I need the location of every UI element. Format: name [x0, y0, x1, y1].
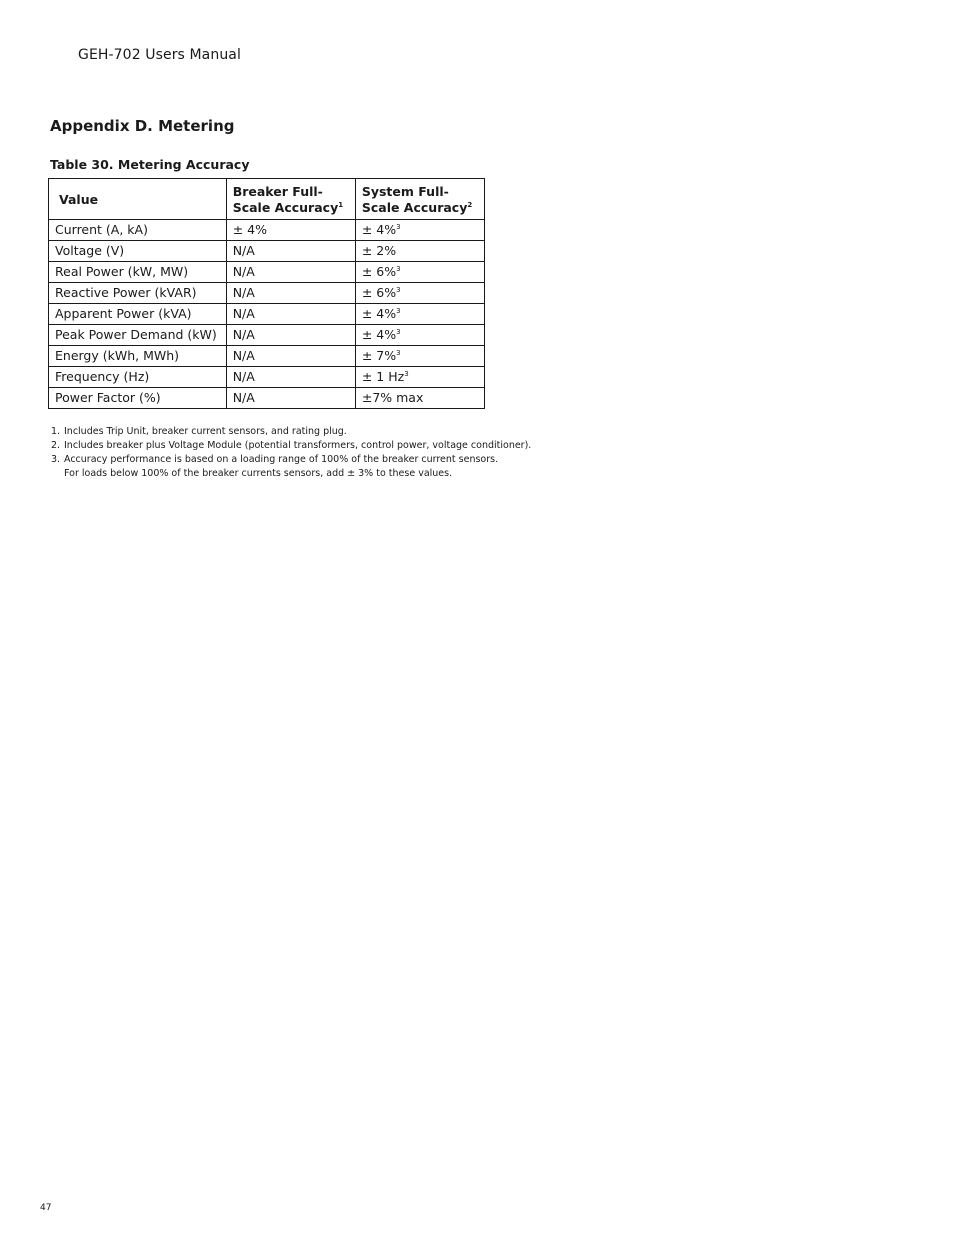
table-row — [49, 241, 485, 262]
footnote-text: Includes Trip Unit, breaker current sensors, and rating plug. — [64, 426, 347, 437]
header-system-accuracy: System Full-Scale Accuracy$^2$ — [355, 179, 484, 220]
cell-system: ± 4%$^3$ — [355, 304, 484, 325]
cell-breaker: N/A — [226, 241, 355, 262]
cell-breaker: N/A — [226, 262, 355, 283]
table-row — [49, 388, 485, 409]
table-row — [49, 304, 485, 325]
cell-value: Reactive Power (kVAR) — [49, 283, 227, 304]
cell-breaker: N/A — [226, 388, 355, 409]
cell-system: ± 6%$^3$ — [355, 262, 484, 283]
footnote-ref: 3 — [396, 286, 401, 294]
footnote-ref: 3 — [396, 307, 401, 315]
cell-system: ± 4%$^3$ — [355, 220, 484, 241]
cell-breaker: N/A — [226, 367, 355, 388]
footnote-ref: 1 — [338, 200, 344, 209]
cell-value: Current (A, kA) — [49, 220, 227, 241]
cell-breaker: N/A — [226, 304, 355, 325]
table-row — [49, 346, 485, 367]
cell-value: Apparent Power (kVA) — [49, 304, 227, 325]
table-row — [49, 283, 485, 304]
footnote-number: 3. — [51, 454, 61, 465]
footnote-continuation: For loads below 100% of the breaker currents sensors, add ± 3% to these values. — [64, 468, 453, 479]
cell-system: ± 1 Hz$^3$ — [355, 367, 484, 388]
footnotes — [51, 425, 531, 481]
cell-value: Voltage (V) — [49, 241, 227, 262]
footnote — [51, 425, 531, 439]
table-header-row — [49, 179, 485, 220]
table-row — [49, 220, 485, 241]
table-row — [49, 262, 485, 283]
cell-system: ± 4%$^3$ — [355, 325, 484, 346]
cell-value: Peak Power Demand (kW) — [49, 325, 227, 346]
cell-system: ±7% max — [355, 388, 484, 409]
metering-accuracy-table — [48, 178, 485, 409]
cell-value: Frequency (Hz) — [49, 367, 227, 388]
cell-value: Energy (kWh, MWh) — [49, 346, 227, 367]
cell-system: ± 2% — [355, 241, 484, 262]
header-breaker-accuracy: Breaker Full-Scale Accuracy$^1$ — [226, 179, 355, 220]
footnote — [51, 453, 531, 481]
cell-breaker: N/A — [226, 283, 355, 304]
table-caption: Table 30. Metering Accuracy — [50, 157, 250, 172]
cell-breaker: N/A — [226, 325, 355, 346]
footnote-number: 2. — [51, 440, 61, 451]
cell-value: Power Factor (%) — [49, 388, 227, 409]
cell-system: ± 6%$^3$ — [355, 283, 484, 304]
footnote-ref: 2 — [467, 200, 473, 209]
header-value: Value — [49, 179, 227, 220]
footnote-ref: 3 — [404, 370, 409, 378]
table-row — [49, 367, 485, 388]
footnote-ref: 3 — [396, 328, 401, 336]
footnote-number: 1. — [51, 426, 61, 437]
table-row — [49, 325, 485, 346]
footnote — [51, 439, 531, 453]
cell-value: Real Power (kW, MW) — [49, 262, 227, 283]
footnote-ref: 3 — [396, 265, 401, 273]
cell-breaker: ± 4% — [226, 220, 355, 241]
page-number: 47 — [40, 1203, 52, 1213]
cell-system: ± 7%$^3$ — [355, 346, 484, 367]
footnote-text: Includes breaker plus Voltage Module (potential transformers, control power, voltage conditioner). — [64, 440, 532, 451]
footnote-ref: 3 — [396, 349, 401, 357]
footnote-text: Accuracy performance is based on a loading range of 100% of the breaker current sensors. — [64, 454, 499, 465]
footnote-ref: 3 — [396, 223, 401, 231]
cell-breaker: N/A — [226, 346, 355, 367]
appendix-title: Appendix D. Metering — [50, 117, 235, 135]
running-header: GEH-702 Users Manual — [78, 47, 241, 63]
